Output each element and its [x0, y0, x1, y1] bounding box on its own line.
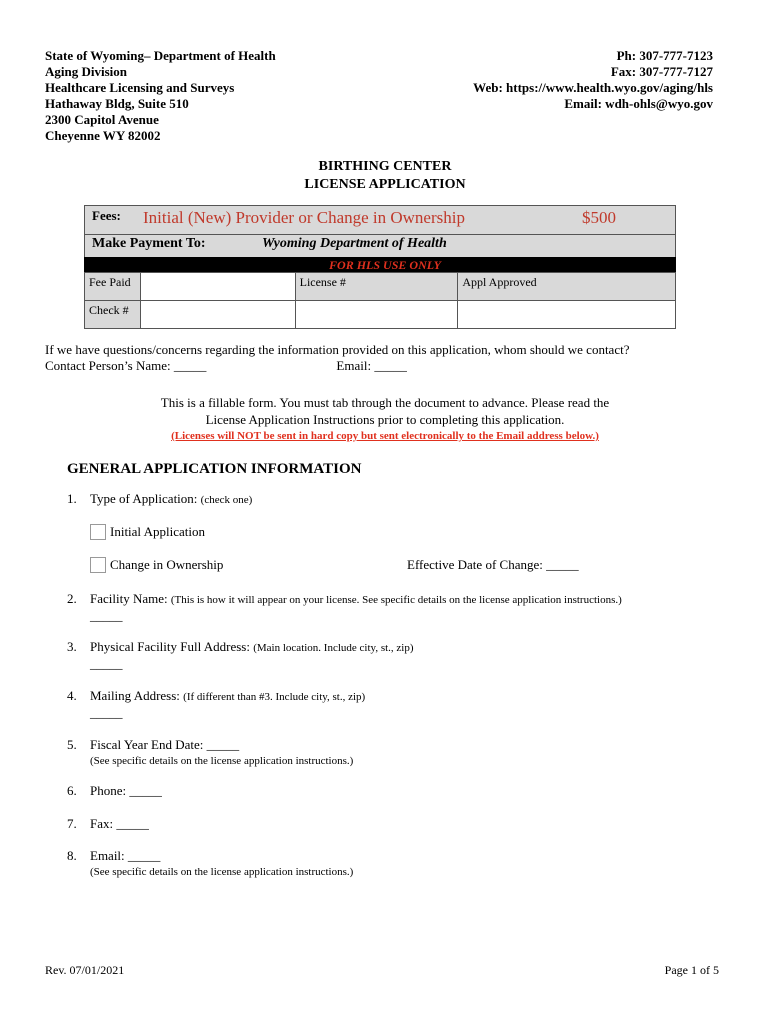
web-line: Web: https://www.health.wyo.gov/aging/hls [473, 80, 713, 95]
fee-paid-field[interactable] [140, 273, 295, 301]
agency-line: Hathaway Bldg, Suite 510 [45, 96, 189, 111]
item-number: 8. [67, 848, 77, 863]
notice-line-1: This is a fillable form. You must tab through the document to advance. Please read the [160, 395, 610, 410]
phone-field[interactable]: _____ [129, 783, 162, 798]
payment-label: Make Payment To: [92, 236, 206, 251]
item-label: Mailing Address: [90, 688, 180, 703]
contact-section [45, 342, 629, 374]
facility-name-field[interactable]: _____ [90, 608, 123, 623]
hls-use-grid [84, 272, 676, 329]
item-number: 2. [67, 591, 77, 606]
fee-type: Initial (New) Provider or Change in Ownership [143, 208, 465, 227]
fillable-notice [0, 394, 770, 445]
fax-field[interactable]: _____ [116, 816, 149, 831]
contact-name-label: Contact Person’s Name: [45, 358, 171, 373]
fee-paid-label: Fee Paid [85, 273, 141, 301]
fiscal-year-field[interactable]: _____ [206, 737, 240, 752]
contact-email-field[interactable]: _____ [374, 358, 407, 373]
revision-date: Rev. 07/01/2021 [45, 963, 125, 977]
item-label: Physical Facility Full Address: [90, 639, 250, 654]
agency-line: Healthcare Licensing and Surveys [45, 80, 235, 95]
item-phone [67, 783, 162, 799]
item-hint: (Main location. Include city, st., zip) [253, 642, 414, 654]
section-title: GENERAL APPLICATION INFORMATION [67, 461, 362, 477]
item-fax [67, 816, 149, 832]
agency-line: Aging Division [45, 64, 127, 79]
initial-application-option[interactable] [90, 524, 205, 540]
email-warning: (Licenses will NOT be sent in hard copy but sent electronically to the Email address below.) [171, 430, 599, 442]
fax-line: Fax: 307-777-7127 [610, 64, 713, 79]
appl-approved-field[interactable] [458, 301, 676, 329]
payment-payee: Wyoming Department of Health [262, 236, 447, 251]
effective-date-field[interactable]: _____ [546, 557, 579, 572]
notice-line-2: License Application Instructions prior to completing this application. [205, 412, 565, 427]
item-hint: (check one) [200, 494, 253, 506]
initial-application-label: Initial Application [110, 524, 205, 539]
contact-email-label: Email: [336, 358, 372, 373]
item-number: 5. [67, 737, 77, 752]
check-number-label: Check # [85, 301, 141, 329]
email-field[interactable]: _____ [127, 848, 161, 863]
contact-question: If we have questions/concerns regarding the information provided on this application, whom should we contact? [45, 342, 630, 357]
item-number: 6. [67, 783, 77, 798]
check-number-field[interactable] [140, 301, 295, 329]
phone-line: Ph: 307-777-7123 [616, 48, 713, 63]
item-type-of-application [67, 491, 252, 508]
page-number: Page 1 of 5 [664, 963, 719, 977]
change-ownership-option[interactable] [90, 557, 223, 573]
item-hint: (See specific details on the license application instructions.) [90, 866, 354, 878]
item-label: Fax: [90, 816, 114, 831]
appl-approved-label: Appl Approved [458, 273, 676, 301]
effective-date-label: Effective Date of Change: [407, 557, 543, 572]
item-hint: (If different than #3. Include city, st., zip) [183, 691, 366, 703]
item-label: Email: [90, 848, 125, 863]
item-facility-name [67, 591, 622, 624]
effective-date [407, 557, 579, 573]
item-hint: (This is how it will appear on your license. See specific details on the license application instructions.) [170, 594, 622, 606]
agency-line: State of Wyoming– Department of Health [45, 48, 276, 63]
item-label: Type of Application: [90, 491, 198, 506]
item-fiscal-year [67, 737, 353, 769]
item-label: Phone: [90, 783, 127, 798]
change-ownership-label: Change in Ownership [110, 557, 224, 572]
item-number: 7. [67, 816, 77, 831]
license-number-field[interactable] [295, 301, 458, 329]
agency-line: Cheyenne WY 82002 [45, 128, 161, 143]
license-number-label: License # [295, 273, 458, 301]
item-label: Fiscal Year End Date: [90, 737, 204, 752]
item-number: 1. [67, 491, 77, 506]
mailing-address-field[interactable]: _____ [90, 705, 123, 720]
hls-banner-text: FOR HLS USE ONLY [329, 258, 441, 272]
fee-amount: $500 [582, 208, 616, 227]
item-mailing-address [67, 688, 365, 721]
item-physical-address [67, 639, 414, 672]
agency-address-block [45, 48, 276, 144]
item-email [67, 848, 353, 880]
fees-label: Fees: [92, 208, 121, 223]
item-label: Facility Name: [90, 591, 168, 606]
contact-name-field[interactable]: _____ [173, 358, 207, 373]
change-ownership-checkbox[interactable] [90, 557, 106, 573]
agency-contact-block [473, 48, 713, 112]
item-hint: (See specific details on the license application instructions.) [90, 755, 354, 767]
email-line: Email: wdh-ohls@wyo.gov [564, 96, 713, 111]
title-line-2: LICENSE APPLICATION [304, 177, 466, 192]
initial-application-checkbox[interactable] [90, 524, 106, 540]
item-number: 4. [67, 688, 77, 703]
physical-address-field[interactable]: _____ [90, 656, 123, 671]
agency-line: 2300 Capitol Avenue [45, 112, 159, 127]
document-title [0, 158, 770, 194]
item-number: 3. [67, 639, 77, 654]
title-line-1: BIRTHING CENTER [318, 159, 452, 174]
